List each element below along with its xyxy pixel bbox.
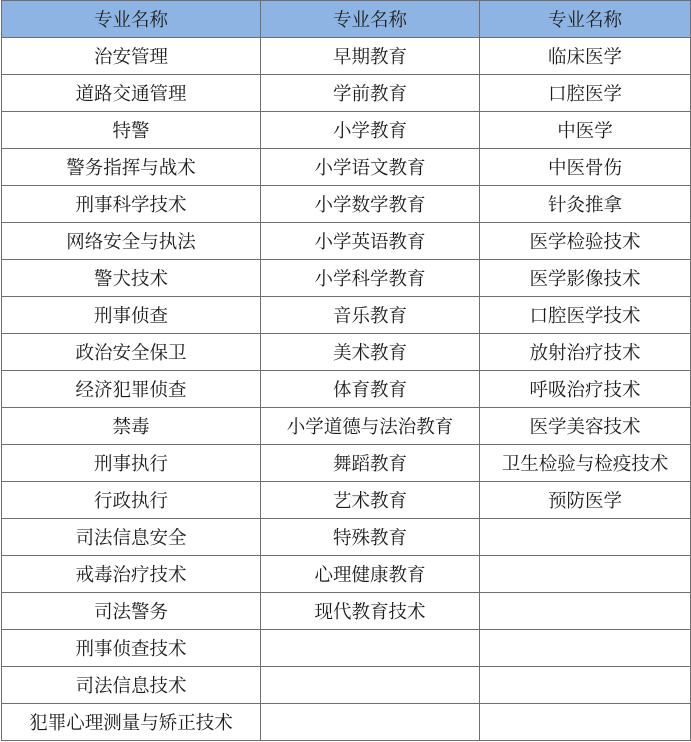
table-row (2, 75, 691, 112)
table-cell (480, 704, 691, 741)
table-row (2, 667, 691, 704)
table-cell: 特警 (2, 112, 261, 149)
table-cell (261, 667, 480, 704)
column-header: 专业名称 (480, 1, 691, 38)
table-cell: 小学英语教育 (261, 223, 480, 260)
table-cell: 禁毒 (2, 408, 261, 445)
table-cell: 特殊教育 (261, 519, 480, 556)
table-cell: 体育教育 (261, 371, 480, 408)
table-cell: 舞蹈教育 (261, 445, 480, 482)
table-body (2, 38, 691, 741)
table-cell (261, 630, 480, 667)
table-row (2, 112, 691, 149)
table-cell: 放射治疗技术 (480, 334, 691, 371)
table-cell: 医学检验技术 (480, 223, 691, 260)
table-cell: 医学影像技术 (480, 260, 691, 297)
majors-table (1, 0, 691, 741)
table-cell: 针灸推拿 (480, 186, 691, 223)
table-cell: 小学教育 (261, 112, 480, 149)
table-cell: 刑事侦查技术 (2, 630, 261, 667)
table-cell: 小学数学教育 (261, 186, 480, 223)
table-row (2, 704, 691, 741)
table-row (2, 445, 691, 482)
table-cell: 口腔医学 (480, 75, 691, 112)
table-row (2, 260, 691, 297)
column-header: 专业名称 (261, 1, 480, 38)
table-cell (480, 519, 691, 556)
table-cell: 医学美容技术 (480, 408, 691, 445)
table-cell: 道路交通管理 (2, 75, 261, 112)
table-cell: 呼吸治疗技术 (480, 371, 691, 408)
table-cell: 早期教育 (261, 38, 480, 75)
table-row (2, 593, 691, 630)
table-cell: 中医骨伤 (480, 149, 691, 186)
table-cell: 临床医学 (480, 38, 691, 75)
table-row (2, 482, 691, 519)
table-cell (480, 630, 691, 667)
table-cell: 卫生检验与检疫技术 (480, 445, 691, 482)
table-cell: 行政执行 (2, 482, 261, 519)
table-cell: 中医学 (480, 112, 691, 149)
table-cell: 网络安全与执法 (2, 223, 261, 260)
column-header: 专业名称 (2, 1, 261, 38)
table-cell: 司法信息技术 (2, 667, 261, 704)
table-cell: 艺术教育 (261, 482, 480, 519)
table-cell: 司法信息安全 (2, 519, 261, 556)
table-cell: 预防医学 (480, 482, 691, 519)
table-cell: 音乐教育 (261, 297, 480, 334)
table-cell (480, 556, 691, 593)
table-cell: 小学道德与法治教育 (261, 408, 480, 445)
table-cell: 经济犯罪侦查 (2, 371, 261, 408)
table-cell: 治安管理 (2, 38, 261, 75)
table-cell (480, 593, 691, 630)
table-row (2, 556, 691, 593)
table-row (2, 297, 691, 334)
header-row (2, 1, 691, 38)
table-cell: 政治安全保卫 (2, 334, 261, 371)
table-cell: 小学科学教育 (261, 260, 480, 297)
table-row (2, 630, 691, 667)
table-row (2, 186, 691, 223)
table-cell: 戒毒治疗技术 (2, 556, 261, 593)
table-cell: 学前教育 (261, 75, 480, 112)
table-row (2, 334, 691, 371)
table-cell: 警务指挥与战术 (2, 149, 261, 186)
table-cell: 犯罪心理测量与矫正技术 (2, 704, 261, 741)
table-row (2, 519, 691, 556)
table-cell: 小学语文教育 (261, 149, 480, 186)
table-row (2, 38, 691, 75)
table-row (2, 408, 691, 445)
table-cell: 刑事科学技术 (2, 186, 261, 223)
table-cell: 司法警务 (2, 593, 261, 630)
table-cell: 现代教育技术 (261, 593, 480, 630)
table-cell (261, 704, 480, 741)
table-row (2, 371, 691, 408)
table-cell: 美术教育 (261, 334, 480, 371)
table-cell (480, 667, 691, 704)
table-cell: 刑事侦查 (2, 297, 261, 334)
table-row (2, 223, 691, 260)
table-cell: 刑事执行 (2, 445, 261, 482)
table-cell: 口腔医学技术 (480, 297, 691, 334)
table-cell: 警犬技术 (2, 260, 261, 297)
table-row (2, 149, 691, 186)
table-cell: 心理健康教育 (261, 556, 480, 593)
